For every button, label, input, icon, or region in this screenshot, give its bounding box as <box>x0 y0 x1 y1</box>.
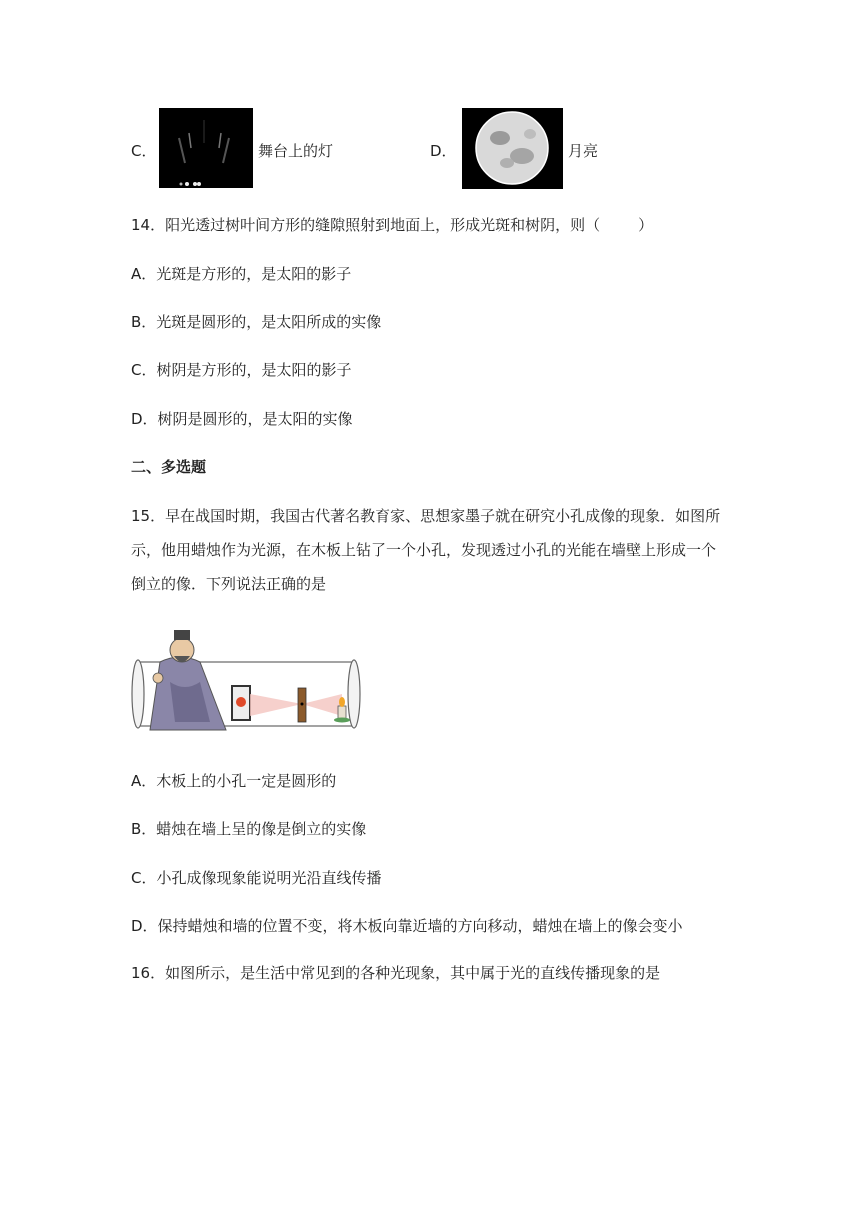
question-14-option-d: D．树阴是圆形的，是太阳的实像 <box>131 410 353 428</box>
option-c-label: C． <box>131 142 157 160</box>
section-title: 二、多选题 <box>131 458 207 476</box>
question-15-stem-line-2: 示，他用蜡烛作为光源，在木板上钻了一个小孔，发现透过小孔的光能在墙壁上形成一个 <box>131 541 717 559</box>
option-c-text: 舞台上的灯 <box>258 142 334 160</box>
option-d-label: D． <box>430 142 457 160</box>
option-d-text: 月亮 <box>568 142 599 160</box>
moon-image <box>462 108 563 189</box>
question-15-option-b: B．蜡烛在墙上呈的像是倒立的实像 <box>131 820 367 838</box>
question-14-stem-text: 14．阳光透过树叶间方形的缝隙照射到地面上，形成光斑和树阴，则（ <box>131 216 601 234</box>
stage-lights-image <box>159 108 253 188</box>
question-14-stem-close: ） <box>638 216 654 234</box>
question-15-option-a: A．木板上的小孔一定是圆形的 <box>131 772 337 790</box>
question-14-stem <box>131 214 653 236</box>
question-14-option-a: A．光斑是方形的，是太阳的影子 <box>131 265 352 283</box>
question-16-stem: 16．如图所示，是生活中常见到的各种光现象，其中属于光的直线传播现象的是 <box>131 964 661 982</box>
question-14-option-c: C．树阴是方形的，是太阳的影子 <box>131 361 352 379</box>
question-15-stem-line-1: 15．早在战国时期，我国古代著名教育家、思想家墨子就在研究小孔成像的现象．如图所 <box>131 507 721 525</box>
pinhole-camera-illustration <box>130 622 362 740</box>
question-14-option-b: B．光斑是圆形的，是太阳所成的实像 <box>131 313 382 331</box>
question-15-option-c: C．小孔成像现象能说明光沿直线传播 <box>131 869 382 887</box>
question-15-option-d: D．保持蜡烛和墙的位置不变，将木板向靠近墙的方向移动，蜡烛在墙上的像会变小 <box>131 917 683 935</box>
question-15-stem-line-3: 倒立的像．下列说法正确的是 <box>131 575 327 593</box>
